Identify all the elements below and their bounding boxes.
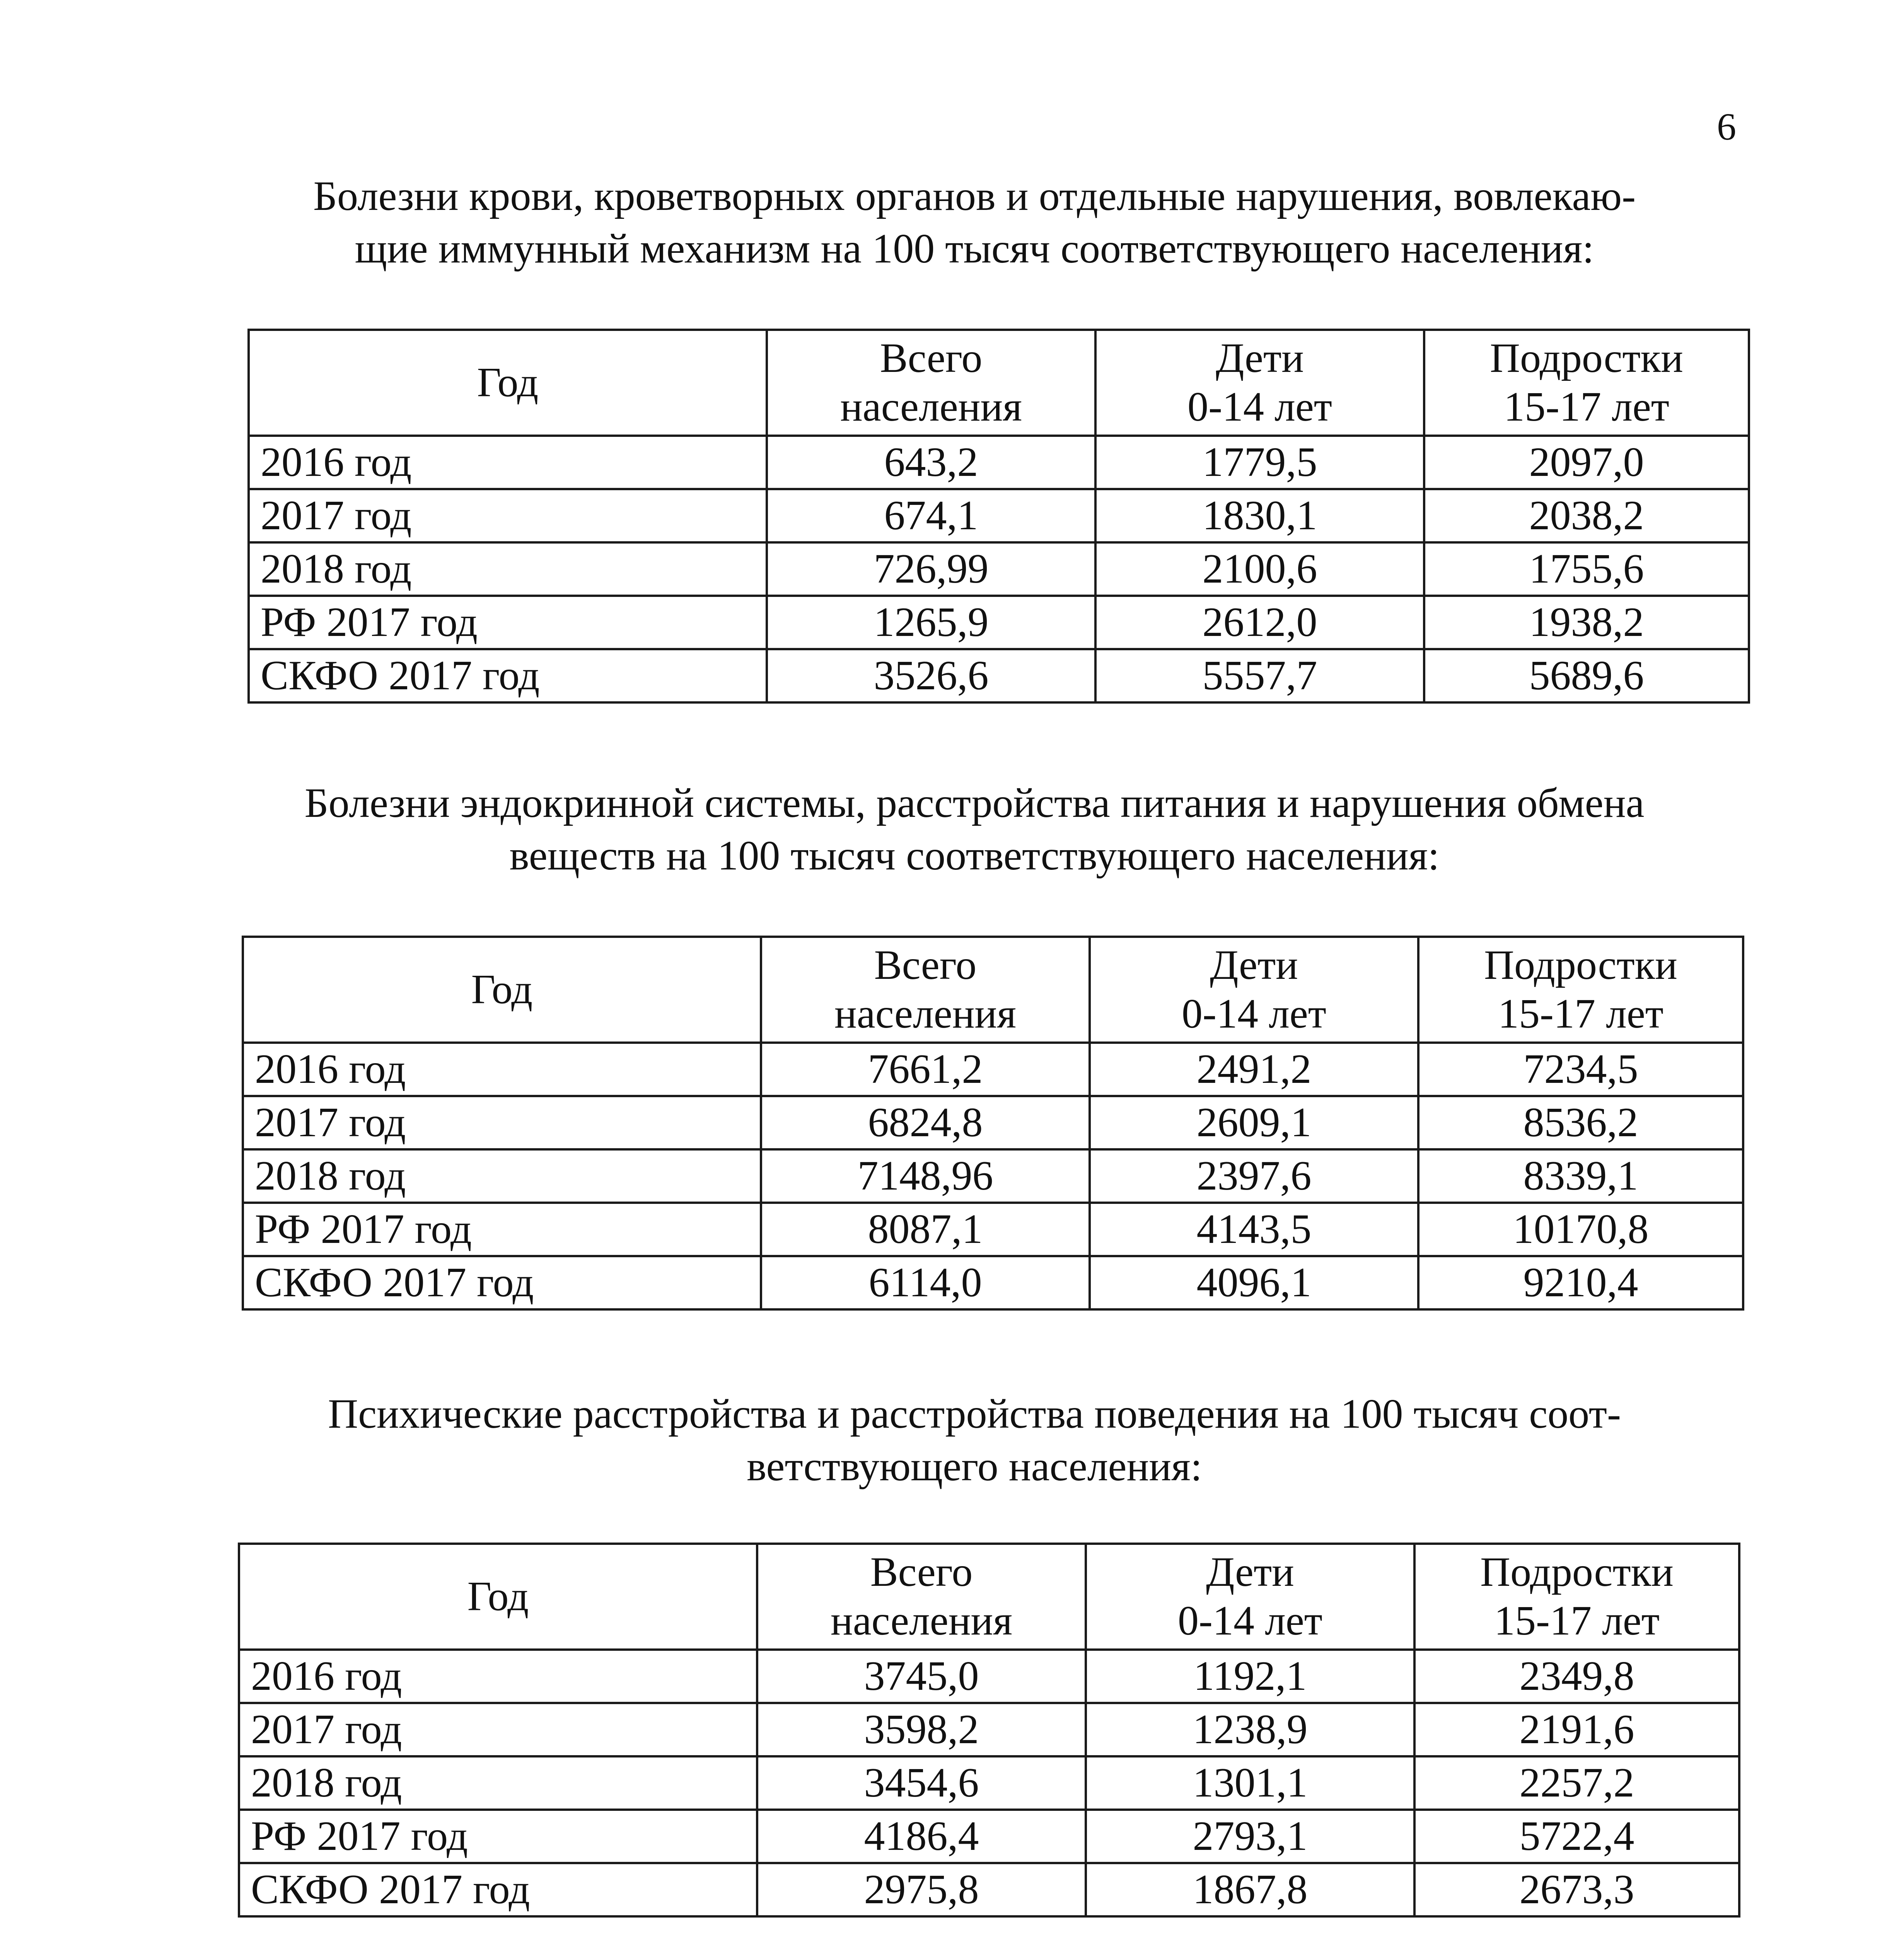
column-header-year: Год <box>249 330 767 436</box>
table-row <box>239 1650 1739 1703</box>
cell-children: 4096,1 <box>1090 1256 1418 1309</box>
table-mental-disorders <box>238 1543 1740 1918</box>
column-header-children: Дети 0-14 лет <box>1095 330 1424 436</box>
table-endocrine-diseases <box>242 936 1744 1311</box>
row-label: 2017 год <box>249 489 767 542</box>
cell-total: 3745,0 <box>757 1650 1086 1703</box>
table-row <box>243 1043 1743 1096</box>
table-row <box>243 1203 1743 1256</box>
table-row <box>243 1256 1743 1309</box>
column-header-year: Год <box>239 1544 757 1650</box>
column-header-total: Всего населения <box>757 1544 1086 1650</box>
cell-teens: 10170,8 <box>1418 1203 1743 1256</box>
page-number: 6 <box>1717 105 1736 148</box>
cell-total: 3454,6 <box>757 1756 1086 1810</box>
table-row <box>239 1810 1739 1863</box>
cell-children: 1779,5 <box>1095 436 1424 489</box>
column-header-children: Дети 0-14 лет <box>1090 937 1418 1043</box>
cell-total: 7661,2 <box>761 1043 1090 1096</box>
cell-total: 3526,6 <box>767 649 1095 702</box>
row-label: РФ 2017 год <box>239 1810 757 1863</box>
table-row <box>249 649 1749 702</box>
row-label: 2017 год <box>243 1096 761 1149</box>
table-header-row <box>239 1544 1739 1650</box>
row-label: 2017 год <box>239 1703 757 1756</box>
cell-total: 643,2 <box>767 436 1095 489</box>
section-title-line2: ветствующего населения: <box>747 1444 1202 1490</box>
cell-teens: 2097,0 <box>1424 436 1749 489</box>
row-label: 2018 год <box>249 542 767 596</box>
cell-children: 2609,1 <box>1090 1096 1418 1149</box>
section-title-endocrine <box>201 777 1748 882</box>
cell-children: 2491,2 <box>1090 1043 1418 1096</box>
column-header-teens: Подростки 15-17 лет <box>1418 937 1743 1043</box>
cell-children: 2397,6 <box>1090 1149 1418 1203</box>
cell-children: 1830,1 <box>1095 489 1424 542</box>
cell-total: 7148,96 <box>761 1149 1090 1203</box>
row-label: СКФО 2017 год <box>249 649 767 702</box>
section-title-line2: щие иммунный механизм на 100 тысяч соответствующего населения: <box>355 226 1594 272</box>
cell-total: 3598,2 <box>757 1703 1086 1756</box>
cell-teens: 2257,2 <box>1414 1756 1739 1810</box>
table-blood-diseases <box>247 329 1750 704</box>
row-label: 2016 год <box>239 1650 757 1703</box>
cell-children: 4143,5 <box>1090 1203 1418 1256</box>
cell-teens: 2038,2 <box>1424 489 1749 542</box>
cell-total: 674,1 <box>767 489 1095 542</box>
cell-teens: 2673,3 <box>1414 1863 1739 1916</box>
table-row <box>239 1863 1739 1916</box>
cell-children: 2793,1 <box>1086 1810 1414 1863</box>
section-title-line1: Болезни эндокринной системы, расстройства питания и нарушения обмена <box>304 780 1645 826</box>
row-label: 2016 год <box>249 436 767 489</box>
cell-teens: 1938,2 <box>1424 596 1749 649</box>
cell-teens: 2349,8 <box>1414 1650 1739 1703</box>
cell-teens: 2191,6 <box>1414 1703 1739 1756</box>
row-label: 2018 год <box>239 1756 757 1810</box>
table-row <box>239 1703 1739 1756</box>
cell-total: 6114,0 <box>761 1256 1090 1309</box>
cell-teens: 8536,2 <box>1418 1096 1743 1149</box>
section-title-line1: Психические расстройства и расстройства поведения на 100 тысяч соот- <box>328 1391 1621 1437</box>
section-title-line2: веществ на 100 тысяч соответствующего населения: <box>509 833 1440 879</box>
cell-teens: 1755,6 <box>1424 542 1749 596</box>
table-header-row <box>243 937 1743 1043</box>
table-row <box>249 489 1749 542</box>
cell-teens: 7234,5 <box>1418 1043 1743 1096</box>
cell-children: 2100,6 <box>1095 542 1424 596</box>
cell-teens: 8339,1 <box>1418 1149 1743 1203</box>
table-row <box>243 1096 1743 1149</box>
cell-total: 8087,1 <box>761 1203 1090 1256</box>
table-row <box>249 542 1749 596</box>
cell-teens: 5722,4 <box>1414 1810 1739 1863</box>
cell-children: 1867,8 <box>1086 1863 1414 1916</box>
cell-total: 6824,8 <box>761 1096 1090 1149</box>
row-label: РФ 2017 год <box>243 1203 761 1256</box>
cell-total: 2975,8 <box>757 1863 1086 1916</box>
cell-teens: 5689,6 <box>1424 649 1749 702</box>
cell-total: 1265,9 <box>767 596 1095 649</box>
column-header-year: Год <box>243 937 761 1043</box>
column-header-teens: Подростки 15-17 лет <box>1414 1544 1739 1650</box>
cell-children: 1238,9 <box>1086 1703 1414 1756</box>
table-row <box>249 436 1749 489</box>
cell-teens: 9210,4 <box>1418 1256 1743 1309</box>
column-header-children: Дети 0-14 лет <box>1086 1544 1414 1650</box>
column-header-total: Всего населения <box>761 937 1090 1043</box>
column-header-teens: Подростки 15-17 лет <box>1424 330 1749 436</box>
column-header-total: Всего населения <box>767 330 1095 436</box>
table-row <box>243 1149 1743 1203</box>
cell-children: 1192,1 <box>1086 1650 1414 1703</box>
row-label: 2016 год <box>243 1043 761 1096</box>
section-title-mental <box>201 1388 1748 1493</box>
row-label: 2018 год <box>243 1149 761 1203</box>
section-title-line1: Болезни крови, кроветворных органов и отдельные нарушения, вовлекаю- <box>313 173 1636 219</box>
row-label: СКФО 2017 год <box>243 1256 761 1309</box>
cell-children: 2612,0 <box>1095 596 1424 649</box>
table-row <box>239 1756 1739 1810</box>
table-row <box>249 596 1749 649</box>
table-header-row <box>249 330 1749 436</box>
row-label: СКФО 2017 год <box>239 1863 757 1916</box>
row-label: РФ 2017 год <box>249 596 767 649</box>
cell-children: 5557,7 <box>1095 649 1424 702</box>
cell-total: 726,99 <box>767 542 1095 596</box>
cell-children: 1301,1 <box>1086 1756 1414 1810</box>
section-title-blood <box>201 170 1748 275</box>
cell-total: 4186,4 <box>757 1810 1086 1863</box>
